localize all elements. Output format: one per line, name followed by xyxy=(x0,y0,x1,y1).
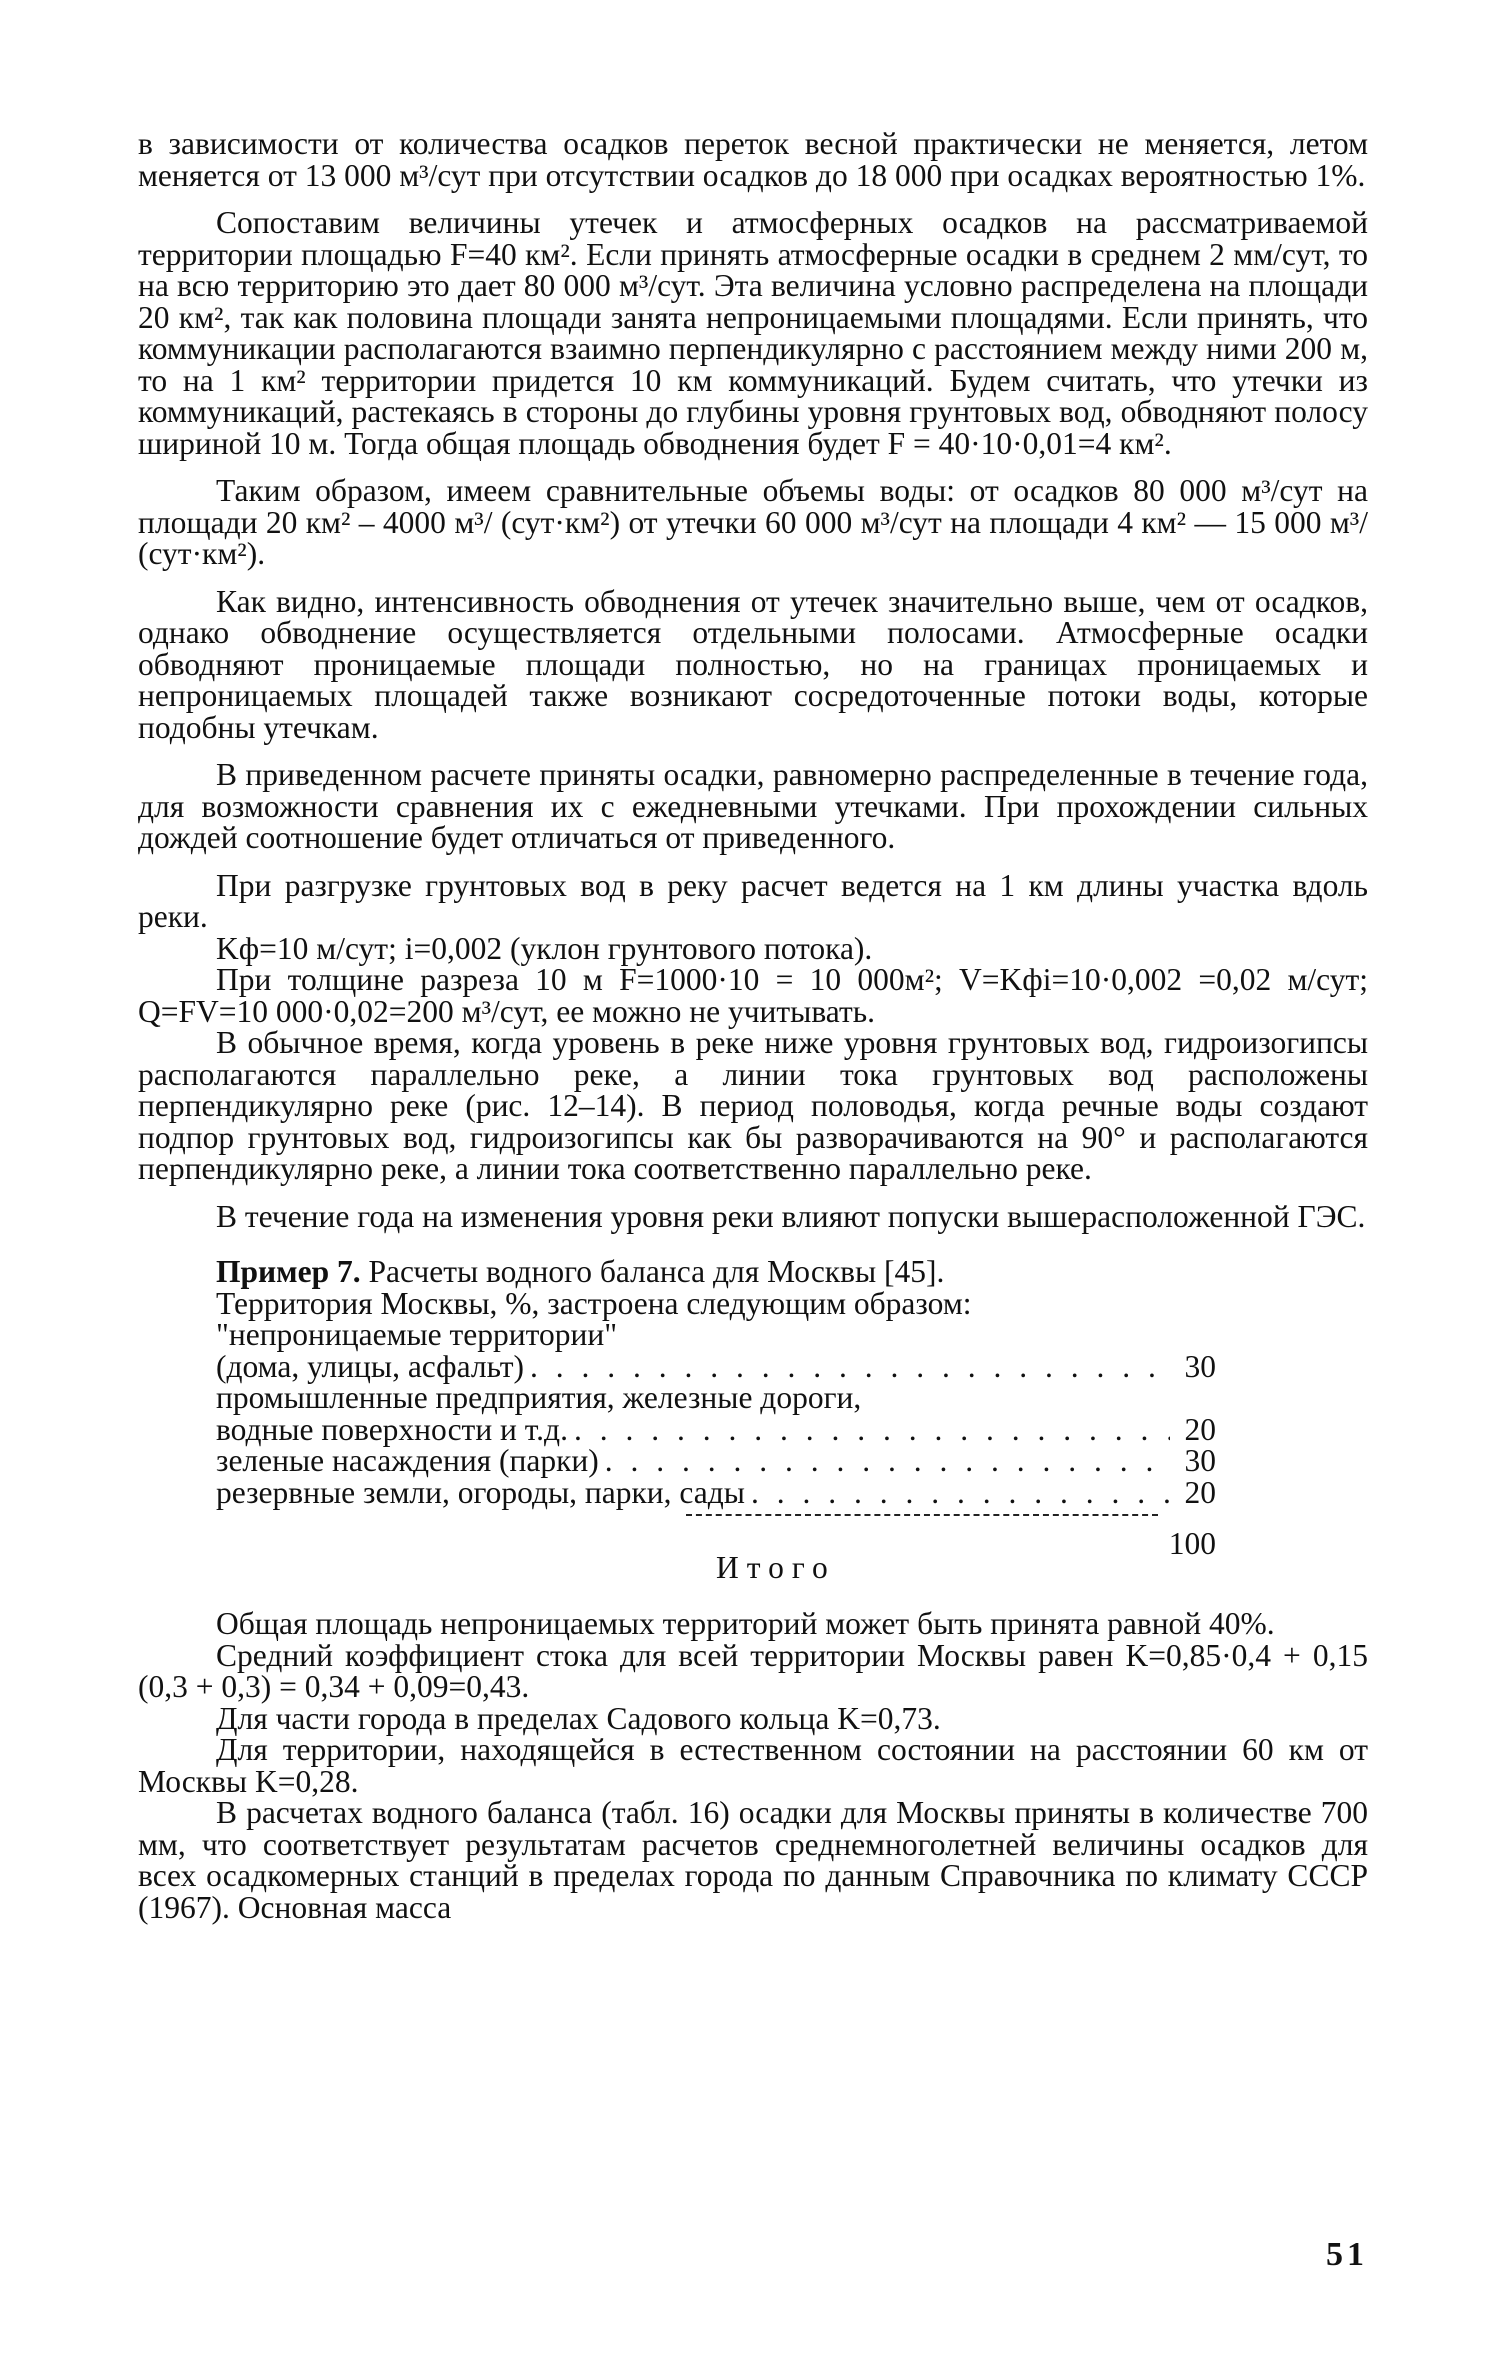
row-value: 20 xyxy=(1184,1474,1216,1510)
paragraph: При разгрузке грунтовых вод в реку расчет ведется на 1 км длины участка вдоль реки. xyxy=(138,867,1368,934)
total-row xyxy=(216,1528,1216,1598)
dot-leader xyxy=(574,1414,1170,1446)
row-value: 30 xyxy=(1184,1443,1216,1478)
paragraph: Kф=10 м/сут; i=0,002 (уклон грунтового потока). xyxy=(216,930,873,966)
table-row xyxy=(216,1348,1216,1384)
paragraph: Для территории, находящейся в естественном состоянии на расстоянии 60 км от Москвы K=0,28. xyxy=(138,1732,1368,1799)
row-label: зеленые насаждения (парки) xyxy=(216,1443,599,1478)
paragraph: Общая площадь непроницаемых территорий может быть принята равной 40%. xyxy=(216,1606,1275,1641)
row-label: водные поверхности и т.д. xyxy=(216,1411,568,1447)
example-group-label: "непроницаемые территории" xyxy=(216,1317,618,1352)
example-title: Пример 7. xyxy=(216,1254,361,1289)
table-row xyxy=(216,1445,1216,1477)
paragraph: Средний коэффициент стока для всей территории Москвы равен K=0,85·0,4 + 0,15 (0,3 + 0,3) = 0,34 + 0,09=0,43. xyxy=(138,1637,1368,1704)
paragraph: В расчетах водного баланса (табл. 16) осадки для Москвы приняты в количестве 700 мм, что соответствует результатам расчетов среднемноголетней величины осадков для всех осадкомерных станций в пределах города по данным Справочника по климату СССР (1967). Основная масса xyxy=(138,1795,1368,1925)
row-label: промышленные предприятия, железные дороги, xyxy=(216,1380,862,1415)
example-title-rest: Расчеты водного баланса для Москвы [45]. xyxy=(368,1254,945,1289)
paragraph: В течение года на изменения уровня реки влияют попуски вышерасположенной ГЭС. xyxy=(216,1198,1366,1234)
paragraph: Сопоставим величины утечек и атмосферных осадков на рассматриваемой территории площадью F=40 км². Если принять атмосферные осадки в среднем 2 мм/сут, то на всю территорию это дает 80 000 м³/сут. Эта величина условно распределена на площади 20 км², так как половина площади занята непроницаемыми площадями. Если принять, что коммуникации располагаются взаимно перпендикулярно с расстоянием между ними 200 м, то на 1 км² территории придется 10 км коммуникаций. Будем считать, что утечки из коммуникаций, растекаясь в стороны до глубины уровня грунтовых вод, обводняют полосу шириной 10 м. Тогда общая площадь обводнения будет F = 40·10·0,01=4 км². xyxy=(138,205,1368,461)
dot-leader xyxy=(605,1445,1170,1477)
text-column xyxy=(138,128,1368,1923)
total-label: Итого xyxy=(716,1550,836,1585)
row-label: резервные земли, огороды, парки, сады xyxy=(216,1474,745,1510)
paragraph: В обычное время, когда уровень в реке ниже уровня грунтовых вод, гидроизогипсы располагаются параллельно реке, а линии тока грунтовых вод расположены перпендикулярно реке (рис. 12–14). В период половодья, когда речные воды создают подпор грунтовых вод, гидроизогипсы как бы разворачиваются на 90° и располагаются перпендикулярно реке, а линии тока соответственно параллельно реке. xyxy=(138,1025,1368,1186)
total-value: 100 xyxy=(1168,1526,1216,1561)
paragraph: При толщине разреза 10 м F=1000·10 = 10 000м²; V=Kфi=10·0,002 =0,02 м/сут; Q=FV=10 000·0,02=200 м³/сут, ее можно не учитывать. xyxy=(138,962,1368,1029)
example-intro: Территория Москвы, %, застроена следующим образом: xyxy=(216,1285,972,1321)
dot-leader xyxy=(751,1477,1170,1509)
paragraph: Таким образом, имеем сравнительные объемы воды: от осадков 80 000 м³/сут на площади 20 км² – 4000 м³/ (сут·км²) от утечки 60 000 м³/сут на площади 4 км² — 15 000 м³/ (сут·км²). xyxy=(138,473,1368,571)
table-row xyxy=(216,1382,1216,1414)
row-label: (дома, улицы, асфальт) xyxy=(216,1348,524,1384)
total-divider xyxy=(686,1514,1158,1516)
example-heading xyxy=(138,1256,1368,1288)
paragraph: Для части города в пределах Садового кольца K=0,73. xyxy=(216,1700,941,1736)
paragraph: в зависимости от количества осадков переток весной практически не меняется, летом меняется от 13 000 м³/сут при отсутствии осадков до 18 000 при осадках вероятностью 1%. xyxy=(138,126,1368,193)
table-row xyxy=(216,1411,1216,1447)
row-value: 30 xyxy=(1184,1348,1216,1384)
dot-leader xyxy=(530,1351,1170,1383)
paragraph: Как видно, интенсивность обводнения от утечек значительно выше, чем от осадков, однако обводнение осуществляется отдельными полосами. Атмосферные осадки обводняют проницаемые площади полностью, но на границах проницаемых и непроницаемых площадей также возникают сосредоточенные потоки воды, которые подобны утечкам. xyxy=(138,583,1368,745)
table-row xyxy=(216,1474,1216,1510)
page-number: 51 xyxy=(1326,2236,1368,2273)
row-value: 20 xyxy=(1184,1411,1216,1447)
paragraph: В приведенном расчете приняты осадки, равномерно распределенные в течение года, для возможности сравнения их с ежедневными утечками. При прохождении сильных дождей соотношение будет отличаться от приведенного. xyxy=(138,757,1368,855)
landuse-table xyxy=(216,1348,1216,1599)
